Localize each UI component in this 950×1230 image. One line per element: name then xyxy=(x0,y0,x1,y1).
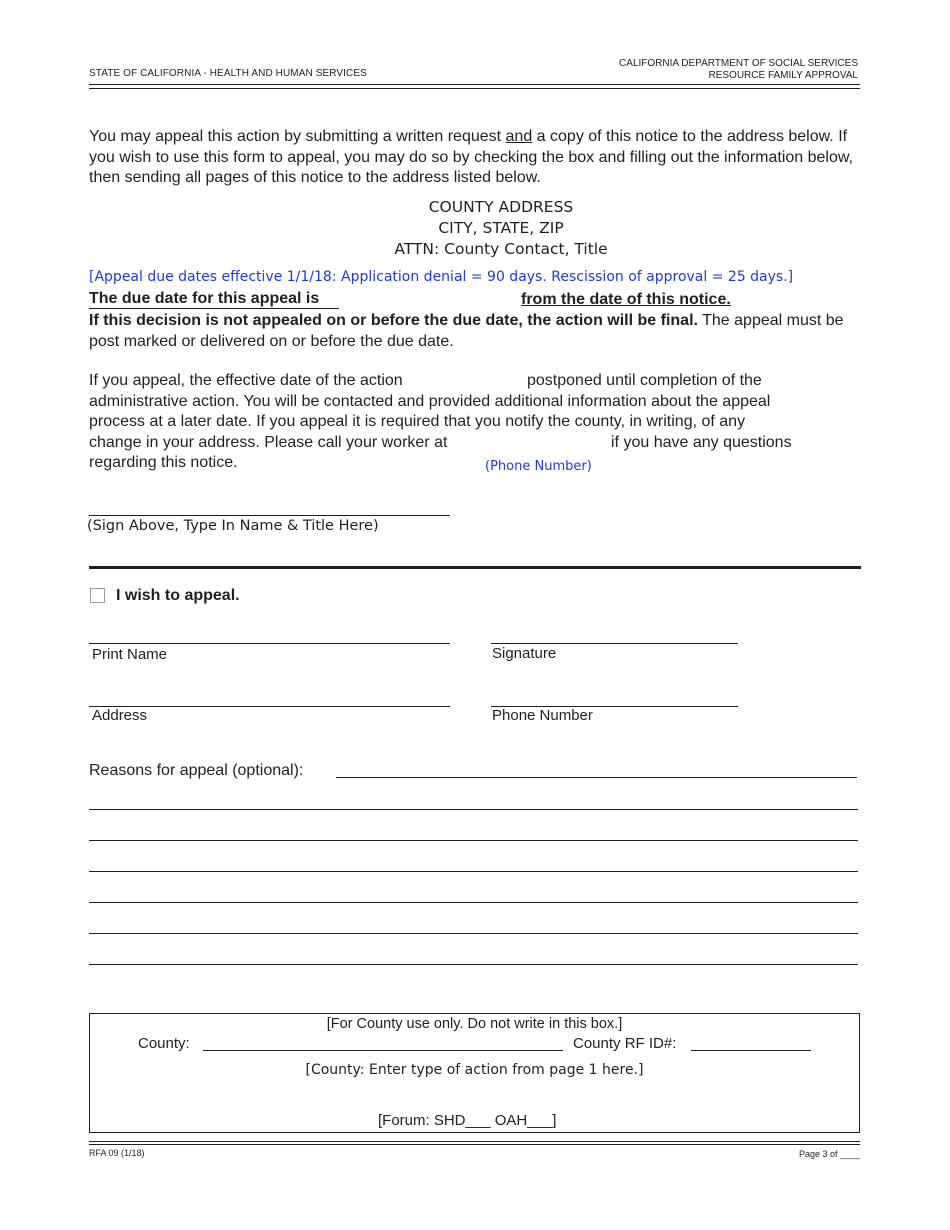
header-rule-top xyxy=(89,84,860,85)
reasons-line-6[interactable] xyxy=(89,933,858,934)
footer-rule-top xyxy=(89,1141,860,1142)
due-dates-note: [Appeal due dates effective 1/1/18: Application denial = 90 days. Rescission of approval = 25 days.] xyxy=(89,269,794,285)
signature-label: Signature xyxy=(492,645,557,662)
reasons-line-2[interactable] xyxy=(89,809,858,810)
section-divider xyxy=(89,566,861,569)
signature-line[interactable] xyxy=(89,515,450,516)
effective-line4b: if you have any questions xyxy=(611,434,792,451)
signature-field[interactable] xyxy=(491,643,738,644)
header-agency: STATE OF CALIFORNIA - HEALTH AND HUMAN SERVICES xyxy=(89,68,367,79)
print-name-label: Print Name xyxy=(92,646,168,663)
effective-line1b: postponed until completion of the xyxy=(527,372,762,389)
effective-line3: process at a later date. If you appeal it is required that you notify the county, in writing, of any xyxy=(89,413,746,430)
forum-field: [Forum: SHD___ OAH___] xyxy=(378,1112,557,1129)
intro-paragraph xyxy=(89,127,861,189)
appeal-checkbox-label: I wish to appeal. xyxy=(116,587,240,604)
print-name-field[interactable] xyxy=(89,643,450,644)
county-rf-id-field[interactable] xyxy=(691,1050,811,1051)
action-type-hint: [County: Enter type of action from page 1 here.] xyxy=(305,1062,644,1078)
reasons-label: Reasons for appeal (optional): xyxy=(89,762,304,779)
intro-text-2: a copy of this notice to the address below. If you wish to use this form to appeal, you may do so by checking the box and filling out the information below, then sending all pages of this notice to the address listed below. xyxy=(89,128,853,186)
county-city-line: CITY, STATE, ZIP xyxy=(438,219,564,237)
header-department xyxy=(619,58,858,82)
reasons-line-3[interactable] xyxy=(89,840,858,841)
header-rule-bottom xyxy=(89,88,860,89)
effective-line1a: If you appeal, the effective date of the action xyxy=(89,372,403,389)
signature-hint: (Sign Above, Type In Name & Title Here) xyxy=(87,518,379,534)
due-date-suffix: from the date of this notice. xyxy=(521,291,731,308)
county-address-block xyxy=(0,197,950,260)
footer-rule-bottom xyxy=(89,1144,860,1145)
phone-number-hint: (Phone Number) xyxy=(485,459,592,474)
effective-line5: regarding this notice. xyxy=(89,454,238,471)
final-notice-rest: The appeal must be post marked or delivered on or before the due date. xyxy=(89,312,844,350)
county-use-note: [For County use only. Do not write in this box.] xyxy=(326,1016,623,1032)
county-address-line: COUNTY ADDRESS xyxy=(428,198,574,216)
header-department-line1: CALIFORNIA DEPARTMENT OF SOCIAL SERVICES xyxy=(619,58,858,69)
phone-label: Phone Number xyxy=(492,707,593,724)
reasons-line-4[interactable] xyxy=(89,871,858,872)
page-number: Page 3 of ____ xyxy=(798,1149,860,1159)
county-field[interactable] xyxy=(203,1050,563,1051)
reasons-line-5[interactable] xyxy=(89,902,858,903)
county-label: County: xyxy=(138,1035,190,1052)
final-notice-bold: If this decision is not appealed on or before the due date, the action will be final. xyxy=(89,312,698,329)
county-rf-id-label: County RF ID#: xyxy=(573,1035,677,1052)
county-attn-line: ATTN: County Contact, Title xyxy=(394,240,608,258)
effective-line2: administrative action. You will be contacted and provided additional information about the appeal xyxy=(89,393,771,410)
header-department-line2: RESOURCE FAMILY APPROVAL xyxy=(708,70,858,81)
effective-line4a: change in your address. Please call your worker at xyxy=(89,434,448,451)
reasons-line-7[interactable] xyxy=(89,964,858,965)
form-id: RFA 09 (1/18) xyxy=(89,1148,145,1158)
intro-and: and xyxy=(505,128,533,145)
address-label: Address xyxy=(92,707,148,724)
due-date-label: The due date for this appeal is xyxy=(89,290,320,307)
final-notice-paragraph xyxy=(89,311,861,352)
due-date-label-underline xyxy=(89,308,339,309)
reasons-line-1[interactable] xyxy=(336,777,857,778)
appeal-checkbox[interactable] xyxy=(90,588,105,603)
intro-text-1: You may appeal this action by submitting a written request xyxy=(89,128,506,145)
